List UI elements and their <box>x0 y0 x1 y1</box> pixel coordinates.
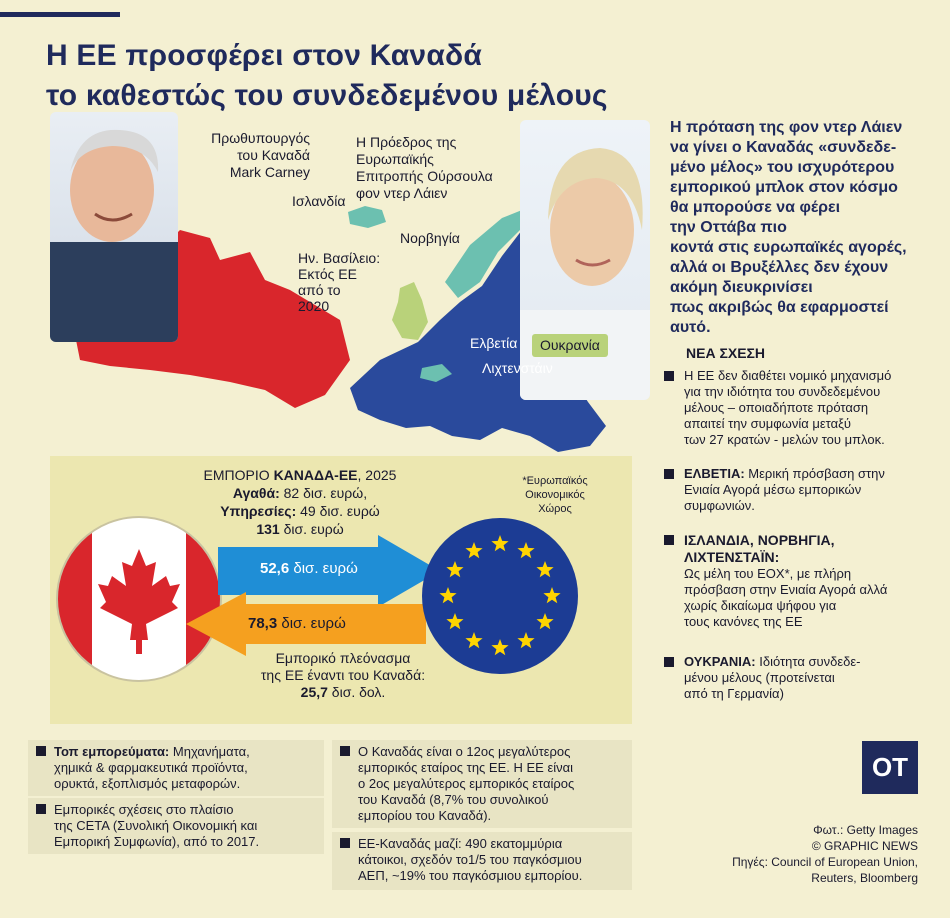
trade-header-bold: ΚΑΝΑΔΑ-ΕΕ <box>273 467 358 483</box>
lead-line: μένο μέλος» του ισχυρότερου <box>670 159 895 176</box>
ceta-line: της CETA (Συνολική Οικονομική και <box>54 818 258 833</box>
partner-line: εμπορικός εταίρος της ΕΕ. Η ΕΕ είναι <box>358 760 574 775</box>
side-swiss-head: ΕΛΒΕΤΙΑ: <box>684 466 745 481</box>
trade-header: ΕΜΠΟΡΙΟ <box>203 467 270 483</box>
together-line: κάτοικοι, σχεδόν το1/5 του παγκόσμιου <box>358 852 582 867</box>
lead-line: πως ακριβώς θα εφαρμοστεί <box>670 299 889 316</box>
bullet-square-icon <box>36 746 46 756</box>
iceland-map-shape <box>348 206 386 228</box>
bullet-square-icon <box>36 804 46 814</box>
map-label-uk <box>298 250 380 314</box>
eea-note-line: Οικονομικός <box>525 489 585 501</box>
bullet-square-icon <box>340 838 350 848</box>
lead-line: εμπορικού μπλοκ στον κόσμο <box>670 179 898 196</box>
carney-caption-line: του Καναδά <box>237 147 310 163</box>
bullet-square-icon <box>664 657 674 667</box>
map-label-liechtenstein: Λιχτενστάιν <box>482 360 553 376</box>
partner-note <box>332 740 632 828</box>
top-accent-bar <box>0 12 120 17</box>
lead-line: Η πρόταση της φον ντερ Λάιεν <box>670 119 903 136</box>
side-swiss-line: Ενιαία Αγορά μέσω εμπορικών <box>684 482 862 497</box>
lead-line: να γίνει ο Καναδάς «συνδεδε- <box>670 139 897 156</box>
map-label-switzerland: Ελβετία <box>470 335 518 351</box>
trade-goods-label: Αγαθά: <box>232 485 280 501</box>
partner-line: του Καναδά (8,7% του συνολικού <box>358 792 549 807</box>
side-ukraine-line: από τη Γερμανία) <box>684 686 784 701</box>
uk-map-shape <box>392 282 428 340</box>
products-line: χημικά & φαρμακευτικά προϊόντα, <box>54 760 248 775</box>
surplus-value: 25,7 <box>300 684 328 700</box>
side-eu-line: απαιτεί την συμφωνία μεταξύ <box>684 416 852 431</box>
together-note <box>332 832 632 890</box>
title-line-2: το καθεστώς του συνδεδεμένου μέλους <box>46 79 608 112</box>
von-der-leyen-photo <box>520 120 650 400</box>
map-label-uk-line: Εκτός ΕΕ <box>298 266 357 282</box>
side-swiss-item <box>664 466 944 514</box>
carney-caption <box>180 130 310 181</box>
export-value: 52,6 <box>260 560 290 577</box>
bullet-square-icon <box>664 371 674 381</box>
map-label-ukraine: Ουκρανία <box>532 334 608 357</box>
vdl-caption-line: Επιτροπής Ούρσουλα <box>356 168 493 184</box>
side-iceland-line: τους κανόνες της ΕΕ <box>684 614 803 629</box>
lead-line: κοντά στις ευρωπαϊκές αγορές, <box>670 239 907 256</box>
credits <box>660 822 918 886</box>
map-label-uk-line: από το <box>298 282 341 298</box>
lead-line: ακόμη διευκρινίσει <box>670 279 813 296</box>
side-iceland-line: Ως μέλη του ΕΟΧ*, με πλήρη <box>684 566 852 581</box>
map-label-uk-line: 2020 <box>298 298 330 314</box>
side-iceland-line: χωρίς δικαίωμα ψήφου για <box>684 598 837 613</box>
side-iceland-head: ΛΙΧΤΕΝΣΤΑΪΝ: <box>684 549 780 565</box>
surplus-line: Εμπορικό πλεόνασμα <box>275 650 411 666</box>
lead-text <box>670 118 945 338</box>
side-ukraine-line: Ιδιότητα συνδεδε- <box>759 654 861 669</box>
vdl-caption <box>356 134 526 202</box>
carney-caption-line: Mark Carney <box>229 164 310 180</box>
side-iceland-item <box>664 532 944 630</box>
partner-line: ο 2ος μεγαλύτερος εμπορικός εταίρος <box>358 776 575 791</box>
credit-line: Πηγές: Council of European Union, <box>732 855 918 869</box>
bullet-square-icon <box>340 746 350 756</box>
export-unit: δισ. ευρώ <box>293 560 358 577</box>
vdl-caption-line: Η Πρόεδρος της Ευρωπαϊκής <box>356 134 457 167</box>
trade-goods-value: 82 δισ. ευρώ, <box>283 485 368 501</box>
credit-line: Φωτ.: Getty Images <box>813 823 918 837</box>
eea-note-line: Χώρος <box>538 503 572 515</box>
partner-line: εμπορίου του Καναδά). <box>358 808 492 823</box>
surplus-block <box>238 650 448 701</box>
eea-note <box>500 474 610 516</box>
title-line-1: Η ΕΕ προσφέρει στον Καναδά <box>46 39 482 72</box>
side-ukraine-head: ΟΥΚΡΑΝΙΑ: <box>684 654 756 669</box>
credit-line: © GRAPHIC NEWS <box>811 839 918 853</box>
trade-header-year: , 2025 <box>357 467 397 483</box>
trade-total-unit: δισ. ευρώ <box>283 521 344 537</box>
side-eu-line: των 27 κρατών - μελών του μπλοκ. <box>684 432 885 447</box>
bullet-square-icon <box>664 535 674 545</box>
vdl-caption-line: φον ντερ Λάιεν <box>356 185 448 201</box>
credit-line: Reuters, Bloomberg <box>811 871 918 885</box>
side-eu-line: για την ιδιότητα του συνδεδεμένου <box>684 384 881 399</box>
import-label <box>248 615 346 632</box>
side-iceland-line: πρόσβαση στην Ενιαία Αγορά αλλά <box>684 582 888 597</box>
trade-services-value: 49 δισ. ευρώ <box>300 503 380 519</box>
side-ukraine-item <box>664 654 944 702</box>
eea-note-line: *Ευρωπαϊκός <box>522 475 588 487</box>
products-line: Μηχανήματα, <box>172 744 250 759</box>
map-label-uk-line: Ην. Βασίλειο: <box>298 250 381 266</box>
together-line: ΑΕΠ, ~19% του παγκόσμιου εμπορίου. <box>358 868 583 883</box>
map-label-norway: Νορβηγία <box>400 230 460 246</box>
side-swiss-line: Μερική πρόσβαση στην <box>748 466 885 481</box>
lead-line: αυτό. <box>670 319 711 336</box>
lead-line: την Οττάβα πιο <box>670 219 787 236</box>
page-title <box>46 36 686 116</box>
ceta-note <box>28 798 324 854</box>
side-header: ΝΕΑ ΣΧΕΣΗ <box>686 345 766 361</box>
bullet-square-icon <box>664 469 674 479</box>
side-eu-line: Η ΕΕ δεν διαθέτει νομικό μηχανισμό <box>684 368 892 383</box>
side-eu-line: μέλους – οποιαδήποτε πρόταση <box>684 400 869 415</box>
trade-services-label: Υπηρεσίες: <box>220 503 297 519</box>
side-swiss-line: συμφωνιών. <box>684 498 755 513</box>
carney-photo <box>50 112 178 342</box>
surplus-line: της ΕΕ έναντι του Καναδά: <box>260 667 426 683</box>
trade-total-value: 131 <box>256 521 280 537</box>
von-der-leyen-portrait-icon <box>520 120 650 400</box>
carney-caption-line: Πρωθυπουργός <box>211 130 310 146</box>
ot-logo: OT <box>862 741 918 794</box>
carney-portrait-icon <box>50 112 178 342</box>
import-value: 78,3 <box>248 615 278 632</box>
lead-line: αλλά οι Βρυξέλλες δεν έχουν <box>670 259 889 276</box>
ceta-line: Εμπορική Συμφωνία), από το 2017. <box>54 834 260 849</box>
side-ukraine-line: μένου μέλους (προτείνεται <box>684 670 835 685</box>
together-line: ΕΕ-Καναδάς μαζί: 490 εκατομμύρια <box>358 836 563 851</box>
partner-line: Ο Καναδάς είναι ο 12ος μεγαλύτερος <box>358 744 571 759</box>
lead-line: θα μπορούσε να φέρει <box>670 199 841 216</box>
products-line: ορυκτά, εξοπλισμός μεταφορών. <box>54 776 241 791</box>
map-label-iceland: Ισλανδία <box>292 193 346 209</box>
surplus-unit: δισ. δολ. <box>331 684 386 700</box>
side-iceland-head: ΙΣΛΑΝΔΙΑ, ΝΟΡΒΗΓΙΑ, <box>684 532 835 548</box>
ceta-line: Εμπορικές σχέσεις στο πλαίσιο <box>54 802 234 817</box>
export-label <box>260 560 358 577</box>
side-eu-item <box>664 368 944 448</box>
import-unit: δισ. ευρώ <box>281 615 346 632</box>
products-label: Τοπ εμπορεύματα: <box>54 744 170 759</box>
top-products-note <box>28 740 324 796</box>
